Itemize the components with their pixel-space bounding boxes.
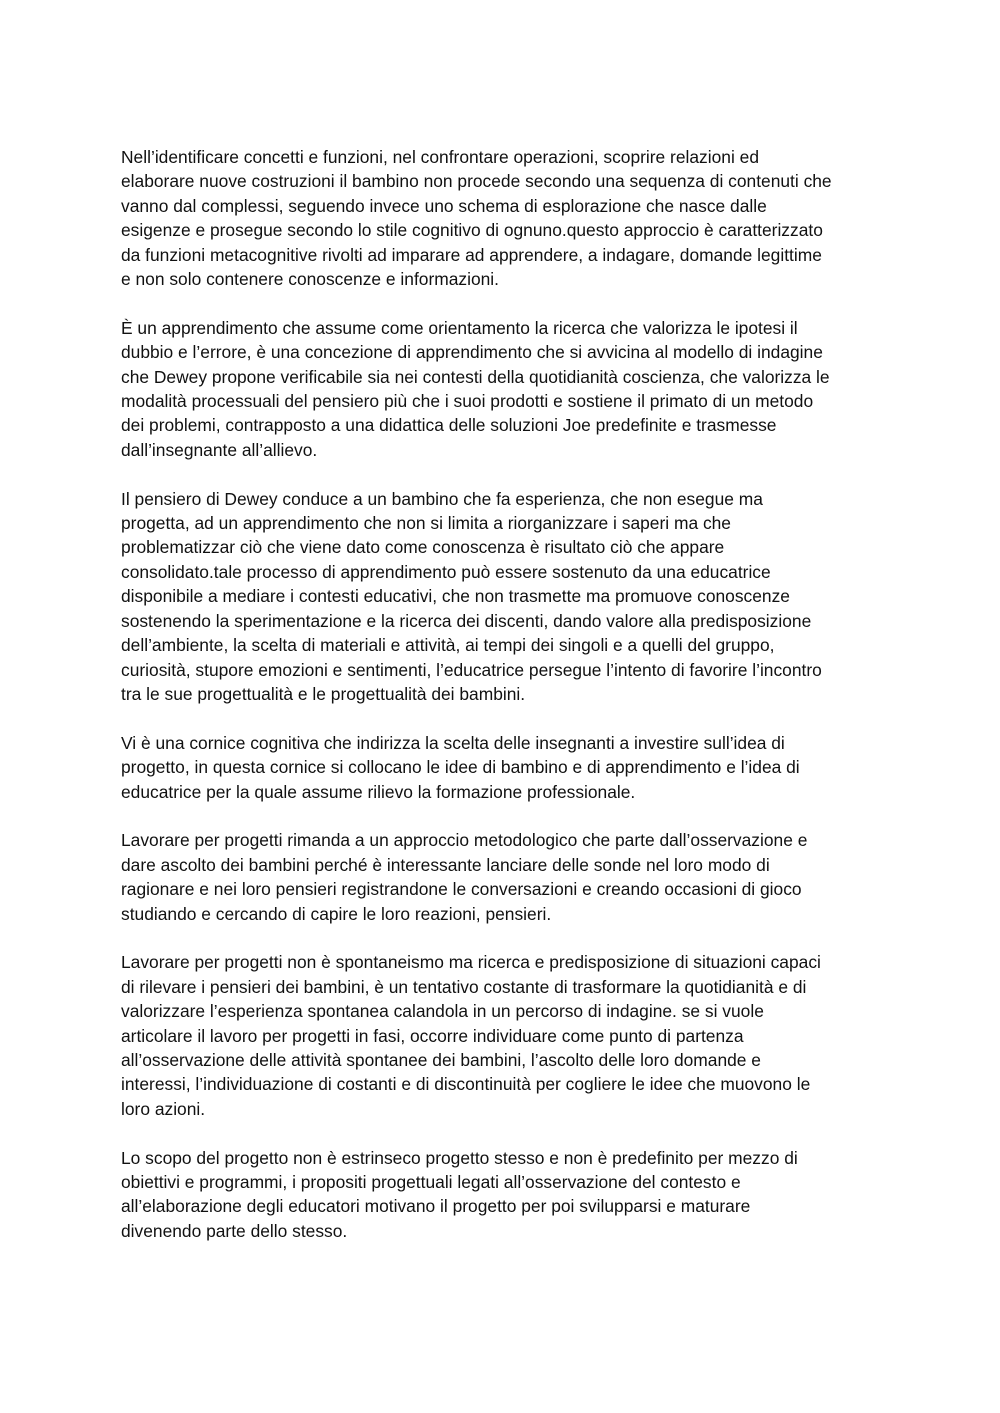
text-line: dell’ambiente, la scelta di materiali e attività, ai tempi dei singoli e a quelli del gruppo, bbox=[121, 635, 775, 656]
text-line: valorizzare l’esperienza spontanea calandola in un percorso di indagine. se si vuole bbox=[121, 1001, 764, 1022]
text-line: esigenze e prosegue secondo lo stile cognitivo di ognuno.questo approccio è caratterizzato bbox=[121, 220, 823, 241]
text-line: ragionare e nei loro pensieri registrandone le conversazioni e creando occasioni di gioco bbox=[121, 879, 802, 900]
text-line: dubbio e l’errore, è una concezione di apprendimento che si avvicina al modello di indagine bbox=[121, 342, 823, 363]
text-line: articolare il lavoro per progetti in fasi, occorre individuare come punto di partenza bbox=[121, 1025, 744, 1046]
paragraph-2 bbox=[121, 316, 881, 462]
text-line: all’osservazione delle attività spontanee dei bambini, l’ascolto delle loro domande e bbox=[121, 1049, 761, 1070]
text-line: Nell’identificare concetti e funzioni, nel confrontare operazioni, scoprire relazioni ed bbox=[121, 147, 760, 167]
paragraph-1 bbox=[121, 145, 881, 291]
text-line: interessi, l’individuazione di costanti e di discontinuità per cogliere le idee che muovono le bbox=[121, 1074, 811, 1095]
paragraph-3 bbox=[121, 487, 881, 707]
text-line: di rilevare i pensieri dei bambini, è un tentativo costante di trasformare la quotidianità e di bbox=[121, 976, 807, 997]
text-line: dare ascolto dei bambini perché è interessante lanciare delle sonde nel loro modo di bbox=[121, 854, 770, 875]
text-line: divenendo parte dello stesso. bbox=[121, 1220, 348, 1241]
text-line: dei problemi, contrapposto a una didattica delle soluzioni Joe predefinite e trasmesse bbox=[121, 415, 777, 436]
paragraph-6 bbox=[121, 950, 881, 1121]
text-line: disponibile a mediare i contesti educativi, che non trasmette ma promuove conoscenze bbox=[121, 586, 790, 607]
text-line: loro azioni. bbox=[121, 1098, 206, 1119]
paragraph-4 bbox=[121, 731, 881, 804]
text-line: sostenendo la sperimentazione e la ricerca dei discenti, dando valore alla predisposizione bbox=[121, 610, 812, 631]
text-line: da funzioni metacognitive rivolti ad imparare ad apprendere, a indagare, domande legittime bbox=[121, 244, 822, 265]
text-line: tra le sue progettualità e le progettualità dei bambini. bbox=[121, 683, 526, 704]
text-line: dall’insegnante all’allievo. bbox=[121, 439, 318, 460]
text-line: problematizzar ciò che viene dato come conoscenza è risultato ciò che appare bbox=[121, 537, 725, 558]
text-line: elaborare nuove costruzioni il bambino non procede secondo una sequenza di contenuti che bbox=[121, 171, 832, 192]
text-line: consolidato.tale processo di apprendimento può essere sostenuto da una educatrice bbox=[121, 561, 771, 582]
text-line: modalità processuali del pensiero più che i suoi prodotti e sostiene il primato di un metodo bbox=[121, 391, 814, 412]
text-line: Vi è una cornice cognitiva che indirizza la scelta delle insegnanti a investire sull’idea di bbox=[121, 732, 785, 753]
text-line: progetta, ad un apprendimento che non si limita a riorganizzare i saperi ma che bbox=[121, 513, 731, 534]
text-line: che Dewey propone verificabile sia nei contesti della quotidianità coscienza, che valorizza le bbox=[121, 366, 830, 387]
text-line: e non solo contenere conoscenze e informazioni. bbox=[121, 269, 500, 290]
text-line: obiettivi e programmi, i propositi progettuali legati all’osservazione del contesto e bbox=[121, 1171, 741, 1192]
document-body bbox=[121, 145, 881, 1268]
paragraph-5 bbox=[121, 828, 881, 926]
text-line: Lo scopo del progetto non è estrinseco progetto stesso e non è predefinito per mezzo di bbox=[121, 1147, 798, 1168]
text-line: vanno dal complessi, seguendo invece uno schema di esplorazione che nasce dalle bbox=[121, 195, 767, 216]
text-line: È un apprendimento che assume come orientamento la ricerca che valorizza le ipotesi il bbox=[121, 317, 798, 338]
text-line: curiosità, stupore emozioni e sentimenti, l’educatrice persegue l’intento di favorire l’incontro bbox=[121, 659, 822, 680]
text-line: Lavorare per progetti rimanda a un approccio metodologico che parte dall’osservazione e bbox=[121, 830, 808, 851]
text-line: progetto, in questa cornice si collocano le idee di bambino e di apprendimento e l’idea di bbox=[121, 757, 800, 778]
paragraph-7 bbox=[121, 1146, 881, 1244]
text-line: studiando e cercando di capire le loro reazioni, pensieri. bbox=[121, 903, 552, 924]
text-line: all’elaborazione degli educatori motivano il progetto per poi svilupparsi e maturare bbox=[121, 1196, 751, 1217]
text-line: Il pensiero di Dewey conduce a un bambino che fa esperienza, che non esegue ma bbox=[121, 488, 763, 509]
text-line: educatrice per la quale assume rilievo la formazione professionale. bbox=[121, 781, 636, 802]
text-line: Lavorare per progetti non è spontaneismo ma ricerca e predisposizione di situazioni capaci bbox=[121, 952, 821, 973]
